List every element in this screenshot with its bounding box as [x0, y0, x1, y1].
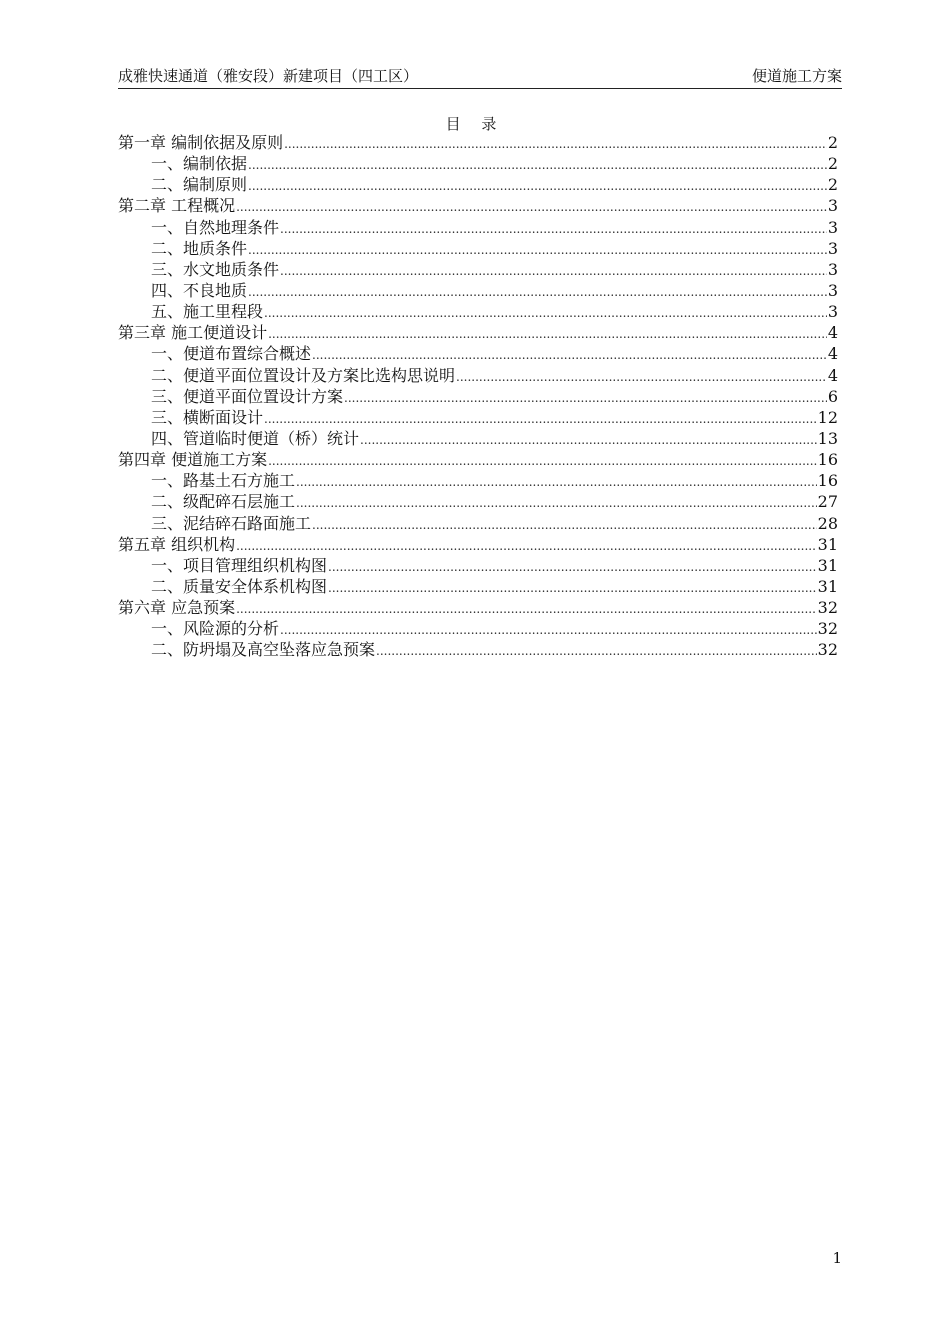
toc-dot-leader [360, 430, 817, 451]
toc-dot-leader [280, 219, 827, 240]
toc-dot-leader [248, 176, 827, 197]
toc-section-entry[interactable] [118, 280, 838, 301]
toc-entry-page: 32 [817, 619, 838, 639]
toc-entry-label: 一、自然地理条件 [151, 217, 280, 237]
toc-section-entry[interactable] [118, 513, 838, 534]
toc-dot-leader [312, 345, 827, 366]
toc-dot-leader [264, 409, 817, 430]
toc-entry-label: 四、不良地质 [151, 280, 248, 300]
toc-section-entry[interactable] [118, 259, 838, 280]
toc-entry-page: 31 [817, 534, 838, 554]
toc-entry-page: 32 [817, 640, 838, 660]
toc-entry-page: 12 [817, 407, 838, 427]
toc-chapter-entry[interactable] [118, 597, 838, 618]
toc-section-entry[interactable] [118, 301, 838, 322]
toc-entry-page: 3 [827, 196, 838, 216]
toc-dot-leader [296, 493, 817, 514]
toc-entry-label: 二、质量安全体系机构图 [151, 576, 328, 596]
toc-entry-page: 32 [817, 598, 838, 618]
toc-entry-page: 2 [827, 154, 838, 174]
toc-dot-leader [248, 282, 827, 303]
toc-entry-page: 3 [827, 238, 838, 258]
toc-entry-label: 一、编制依据 [151, 154, 248, 174]
toc-chapter-entry[interactable] [118, 195, 838, 216]
toc-chapter-entry[interactable] [118, 322, 838, 343]
toc-entry-page: 13 [817, 428, 838, 448]
toc-entry-page: 28 [817, 513, 838, 533]
header-project-name: 成雅快速通道（雅安段）新建项目（四工区） [118, 67, 419, 85]
toc-entry-label: 三、便道平面位置设计方案 [151, 386, 344, 406]
toc-entry-page: 2 [827, 175, 838, 195]
toc-dot-leader [456, 367, 827, 388]
toc-entry-page: 4 [827, 365, 838, 385]
toc-entry-label: 第五章 组织机构 [118, 534, 236, 554]
toc-dot-leader [284, 134, 827, 155]
toc-entry-label: 二、防坍塌及高空坠落应急预案 [151, 640, 376, 660]
toc-section-entry[interactable] [118, 153, 838, 174]
toc-entry-page: 4 [827, 344, 838, 364]
toc-dot-leader [328, 578, 817, 599]
toc-dot-leader [268, 451, 817, 472]
toc-section-entry[interactable] [118, 639, 838, 660]
toc-entry-label: 第一章 编制依据及原则 [118, 133, 284, 152]
page-header [118, 66, 842, 89]
toc-entry-label: 二、级配碎石层施工 [151, 492, 296, 512]
toc-dot-leader [296, 472, 817, 493]
toc-entry-label: 第六章 应急预案 [118, 598, 236, 618]
toc-section-entry[interactable] [118, 470, 838, 491]
toc-entry-label: 二、编制原则 [151, 175, 248, 195]
toc-entry-label: 二、地质条件 [151, 238, 248, 258]
table-of-contents [118, 132, 838, 661]
toc-section-entry[interactable] [118, 343, 838, 364]
toc-dot-leader [248, 155, 827, 176]
toc-entry-label: 四、管道临时便道（桥）统计 [151, 428, 360, 448]
toc-entry-label: 第二章 工程概况 [118, 196, 236, 216]
toc-entry-page: 2 [827, 133, 838, 152]
toc-entry-label: 三、泥结碎石路面施工 [151, 513, 312, 533]
toc-entry-page: 31 [817, 555, 838, 575]
toc-entry-page: 6 [827, 386, 838, 406]
footer-page-number: 1 [832, 1249, 842, 1267]
toc-entry-label: 第四章 便道施工方案 [118, 450, 268, 470]
toc-section-entry[interactable] [118, 555, 838, 576]
toc-section-entry[interactable] [118, 386, 838, 407]
toc-entry-page: 27 [817, 492, 838, 512]
toc-chapter-entry[interactable] [118, 132, 838, 153]
toc-title: 目 录 [445, 115, 505, 133]
toc-dot-leader [264, 303, 827, 324]
toc-section-entry[interactable] [118, 491, 838, 512]
toc-entry-label: 一、路基土石方施工 [151, 471, 296, 491]
toc-dot-leader [236, 536, 817, 557]
toc-section-entry[interactable] [118, 618, 838, 639]
toc-entry-page: 3 [827, 217, 838, 237]
toc-dot-leader [328, 557, 817, 578]
toc-section-entry[interactable] [118, 217, 838, 238]
toc-entry-label: 三、横断面设计 [151, 407, 264, 427]
toc-dot-leader [236, 197, 827, 218]
toc-entry-label: 五、施工里程段 [151, 302, 264, 322]
toc-section-entry[interactable] [118, 428, 838, 449]
toc-entry-page: 3 [827, 302, 838, 322]
toc-chapter-entry[interactable] [118, 449, 838, 470]
toc-section-entry[interactable] [118, 576, 838, 597]
toc-dot-leader [248, 240, 827, 261]
toc-dot-leader [344, 388, 827, 409]
header-document-title: 便道施工方案 [751, 67, 842, 85]
toc-entry-label: 第三章 施工便道设计 [118, 323, 268, 343]
toc-section-entry[interactable] [118, 174, 838, 195]
toc-dot-leader [280, 620, 817, 641]
toc-entry-page: 16 [817, 450, 838, 470]
toc-entry-label: 一、项目管理组织机构图 [151, 555, 328, 575]
toc-entry-page: 3 [827, 280, 838, 300]
toc-section-entry[interactable] [118, 407, 838, 428]
toc-dot-leader [268, 324, 827, 345]
toc-entry-page: 31 [817, 576, 838, 596]
toc-entry-label: 一、风险源的分析 [151, 619, 280, 639]
toc-dot-leader [376, 641, 817, 662]
toc-dot-leader [312, 515, 817, 536]
toc-section-entry[interactable] [118, 365, 838, 386]
toc-section-entry[interactable] [118, 238, 838, 259]
toc-dot-leader [280, 261, 827, 282]
toc-entry-label: 二、便道平面位置设计及方案比选构思说明 [151, 365, 456, 385]
toc-chapter-entry[interactable] [118, 534, 838, 555]
toc-entry-label: 三、水文地质条件 [151, 259, 280, 279]
toc-entry-page: 3 [827, 259, 838, 279]
toc-dot-leader [236, 599, 817, 620]
toc-entry-page: 4 [827, 323, 838, 343]
toc-entry-page: 16 [817, 471, 838, 491]
toc-entry-label: 一、便道布置综合概述 [151, 344, 312, 364]
